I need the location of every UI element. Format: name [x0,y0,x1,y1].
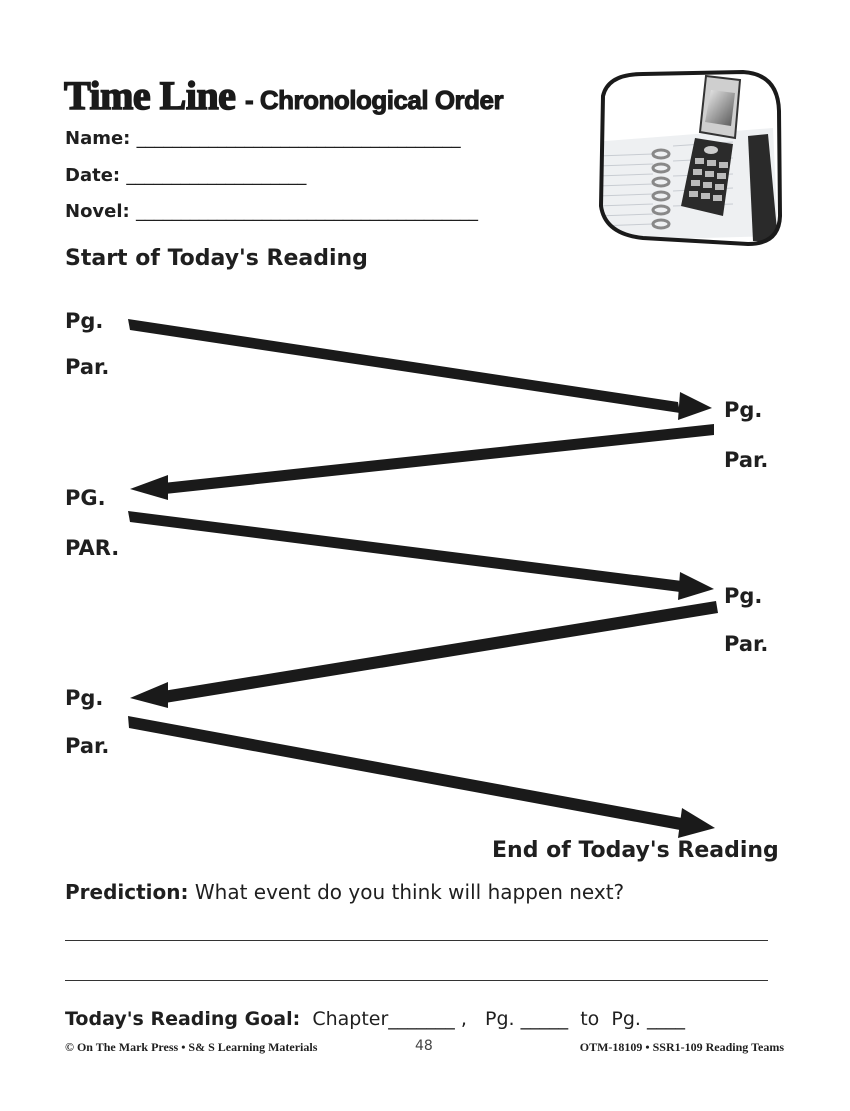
point-1-pg-label: Pg. [65,309,104,333]
goal-label: Today's Reading Goal: [65,1008,301,1030]
novel-label: Novel: [65,201,130,222]
point-2-par-label: Par. [724,448,769,472]
footer-copyright: © On The Mark Press • S& S Learning Materials [65,1040,318,1054]
goal-chapter-field[interactable]: Chapter_______ , [312,1008,467,1030]
reading-goal [65,1008,685,1030]
point-5-pg-label: Pg. [65,686,104,710]
prediction-prompt [65,880,624,904]
date-line: ____________________ [126,165,307,186]
point-1-par-label: Par. [65,355,110,379]
goal-pg-from-field[interactable]: Pg. _____ [485,1008,569,1030]
footer-product-code: OTM-18109 • SSR1-109 Reading Teams [579,1040,784,1054]
date-label: Date: [65,165,121,186]
goal-to-text: to [580,1008,600,1030]
goal-pg-to-field[interactable]: Pg. ____ [611,1008,685,1030]
prediction-answer-line-2[interactable] [65,980,768,981]
start-label: Start of Today's Reading [65,246,368,271]
title-sub: - Chronological Order [244,85,504,115]
point-2-pg-label: Pg. [724,398,763,422]
prediction-label: Prediction: [65,880,189,904]
point-5-par-label: Par. [65,734,110,758]
page-number: 48 [415,1038,433,1054]
point-3-par-label: PAR. [65,536,120,560]
prediction-question: What event do you think will happen next? [194,880,625,904]
point-3-pg-label: PG. [65,486,106,510]
point-4-pg-label: Pg. [724,584,763,608]
novel-line: ______________________________________ [136,201,479,222]
point-4-par-label: Par. [724,632,769,656]
name-label: Name: [65,128,131,149]
name-line: ____________________________________ [136,128,461,149]
title-main: Time Line [64,73,236,118]
prediction-answer-line-1[interactable] [65,940,768,941]
end-label: End of Today's Reading [492,838,779,863]
